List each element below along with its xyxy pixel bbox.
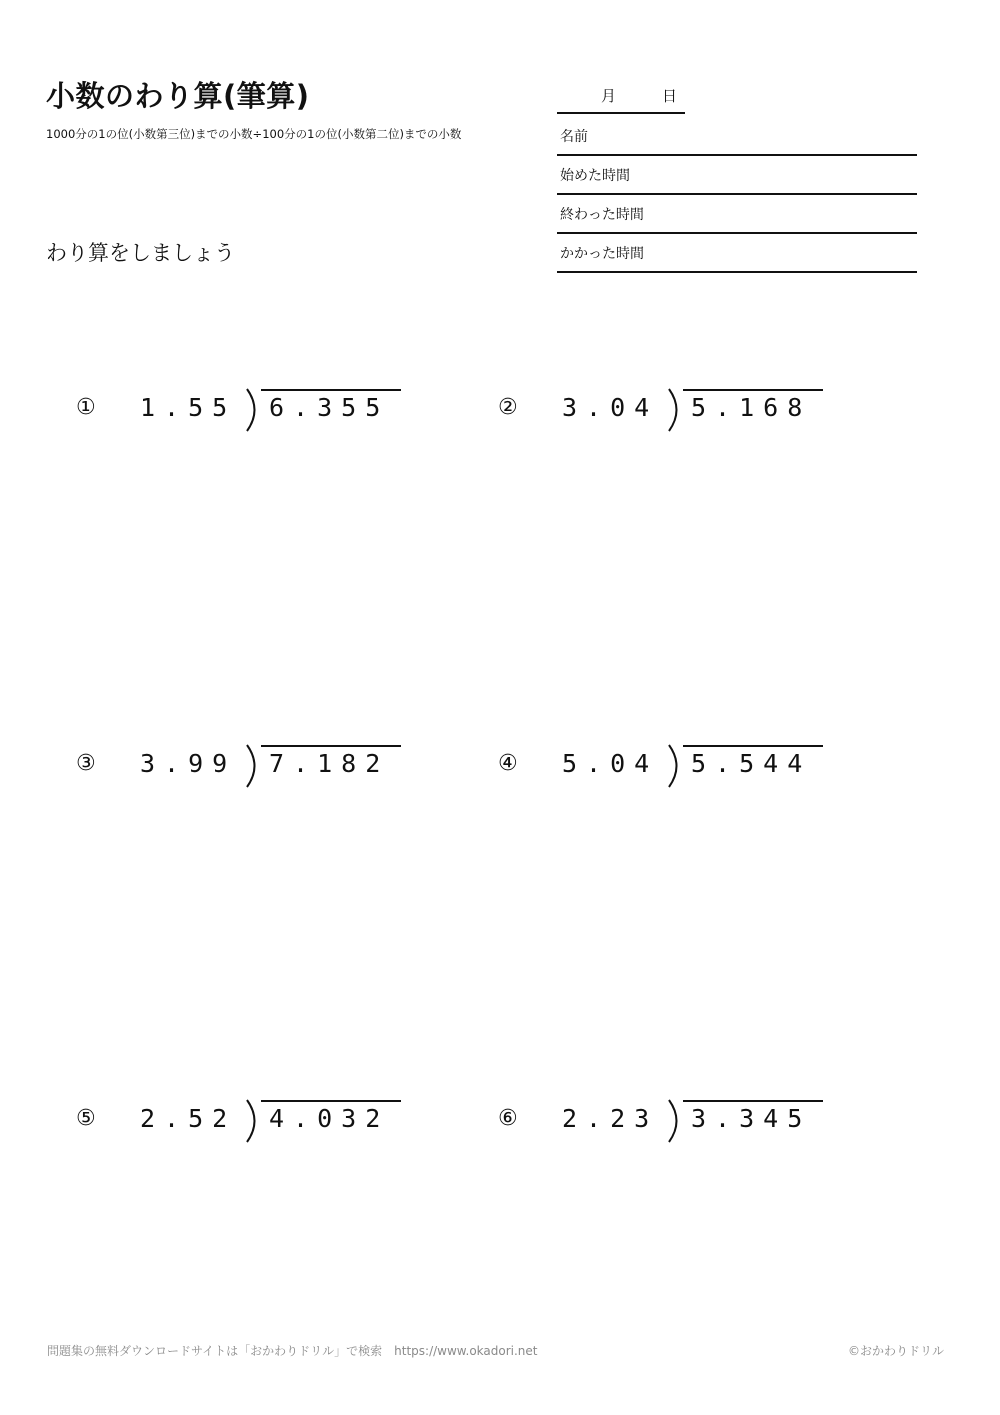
division-bar [261, 389, 401, 391]
dividend: 4.032 [269, 1104, 390, 1133]
problem-number: ⑤ [76, 1106, 96, 1131]
dividend: 5.544 [691, 749, 812, 778]
division-bar [683, 745, 823, 747]
date-underline [557, 112, 685, 114]
start-time-label: 始めた時間 [560, 168, 630, 184]
division-bar [261, 1100, 401, 1102]
page-subtitle: 1000分の1の位(小数第三位)までの小数÷100分の1の位(小数第二位)までの小数 [46, 127, 462, 141]
dividend: 6.355 [269, 393, 390, 422]
divisor: 5.04 [562, 749, 659, 778]
footer-site-text: 問題集の無料ダウンロードサイトは「おかわりドリル」で検索 https://www.okadori.net [47, 1344, 538, 1358]
problem-number: ① [76, 395, 96, 420]
divisor: 1.55 [140, 393, 237, 422]
divisor: 2.52 [140, 1104, 237, 1133]
name-label: 名前 [560, 129, 588, 145]
end-time-label: 終わった時間 [560, 207, 644, 223]
divisor: 3.04 [562, 393, 659, 422]
division-bar [261, 745, 401, 747]
problem-6 [498, 1100, 898, 1160]
divisor: 3.99 [140, 749, 237, 778]
dividend: 3.345 [691, 1104, 812, 1133]
elapsed-time-label: かかった時間 [560, 246, 644, 262]
problem-3 [76, 745, 476, 805]
end-time-field[interactable] [557, 194, 917, 234]
divisor: 2.23 [562, 1104, 659, 1133]
footer-copyright: ©おかわりドリル [847, 1344, 944, 1358]
dividend: 7.182 [269, 749, 390, 778]
page-title: 小数のわり算(筆算) [46, 79, 310, 113]
problem-4 [498, 745, 898, 805]
problem-number: ⑥ [498, 1106, 518, 1131]
name-field[interactable] [557, 116, 917, 156]
elapsed-time-field[interactable] [557, 233, 917, 273]
problem-5 [76, 1100, 476, 1160]
day-label: 日 [662, 87, 678, 105]
division-bar [683, 389, 823, 391]
problem-2 [498, 389, 898, 449]
dividend: 5.168 [691, 393, 812, 422]
problem-number: ③ [76, 751, 96, 776]
month-label: 月 [601, 87, 617, 105]
problem-1 [76, 389, 476, 449]
start-time-field[interactable] [557, 155, 917, 195]
instruction-text: わり算をしましょう [46, 241, 235, 265]
problem-number: ② [498, 395, 518, 420]
problem-number: ④ [498, 751, 518, 776]
division-bar [683, 1100, 823, 1102]
